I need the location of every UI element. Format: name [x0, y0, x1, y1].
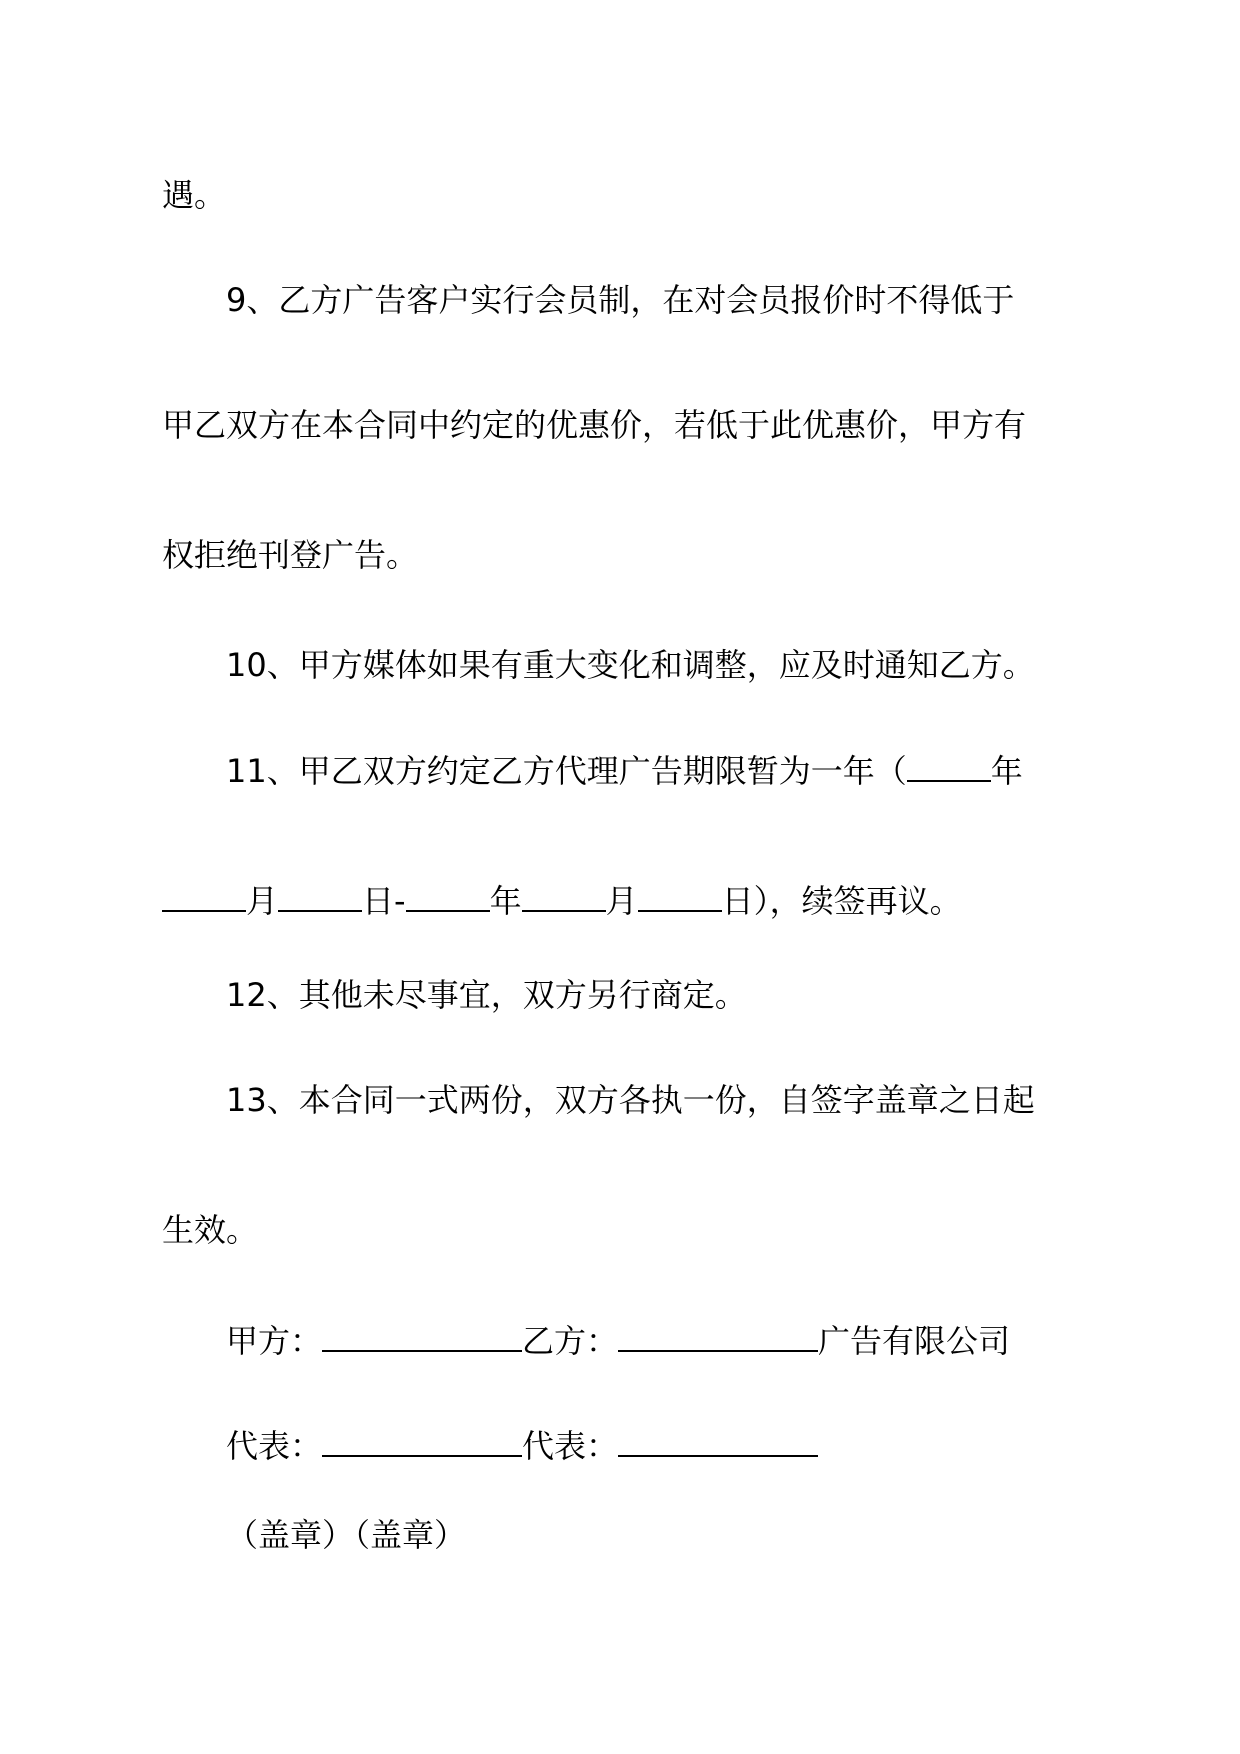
clause-9-line-2: 甲乙双方在本合同中约定的优惠价，若低于此优惠价，甲方有 — [162, 406, 1027, 444]
signature-seals: （盖章）（盖章） — [226, 1516, 467, 1554]
clause-8-tail: 遇。 — [162, 176, 227, 214]
signature-parties: 甲方： 乙方： 广告有限公司 — [226, 1322, 1011, 1360]
blank-end-year — [406, 880, 490, 912]
blank-start-year — [907, 750, 991, 782]
clause-11-line-2: 月 日- 年 月 日），续签再议。 — [162, 880, 962, 921]
blank-end-month — [522, 880, 606, 912]
blank-start-month — [162, 880, 246, 912]
blank-start-day — [278, 880, 362, 912]
clause-9-line-3: 权拒绝刊登广告。 — [162, 536, 419, 574]
clause-13-line-2: 生效。 — [162, 1211, 259, 1249]
blank-party-a — [322, 1320, 522, 1352]
blank-end-day — [638, 880, 722, 912]
clause-9-line-1: 9、乙方广告客户实行会员制，在对会员报价时不得低于 — [226, 281, 1015, 319]
clause-13-line-1: 13、本合同一式两份，双方各执一份，自签字盖章之日起 — [226, 1081, 1035, 1119]
blank-rep-a — [322, 1425, 522, 1457]
blank-rep-b — [618, 1425, 818, 1457]
clause-11-line-1: 11、甲乙双方约定乙方代理广告期限暂为一年（ 年 — [226, 752, 1023, 790]
clause-10: 10、甲方媒体如果有重大变化和调整，应及时通知乙方。 — [226, 646, 1035, 684]
signature-representatives: 代表： 代表： — [226, 1425, 818, 1466]
clause-12: 12、其他未尽事宜，双方另行商定。 — [226, 976, 747, 1014]
blank-party-b — [618, 1320, 818, 1352]
